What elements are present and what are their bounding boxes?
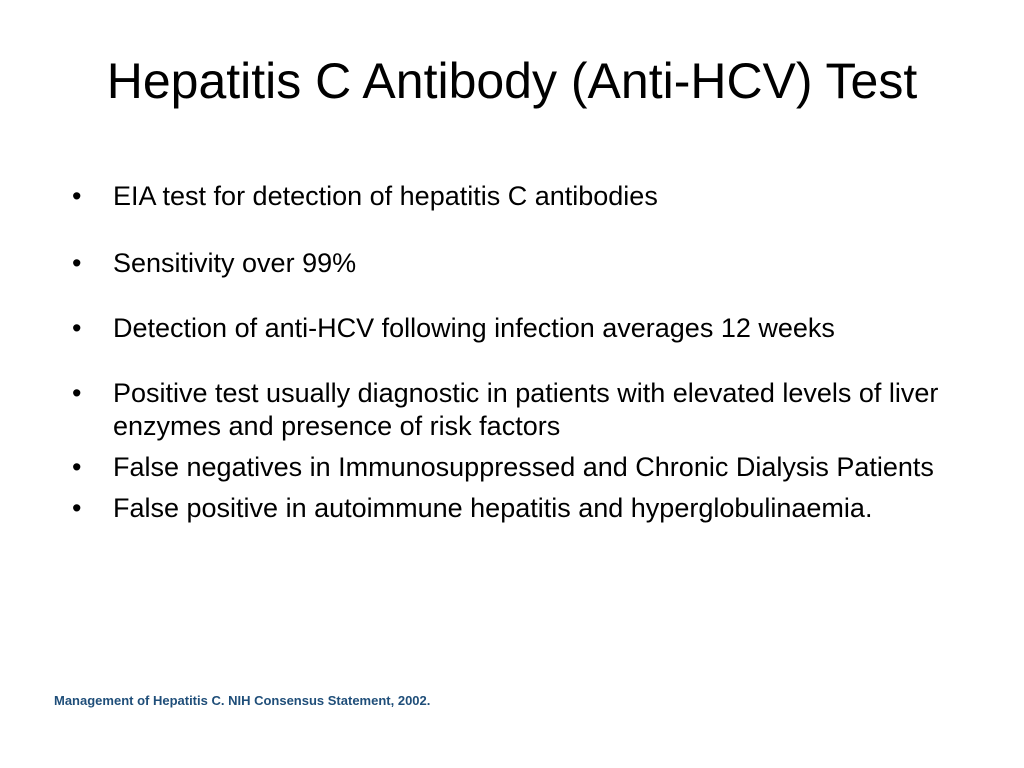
bullet-text: Sensitivity over 99% — [113, 248, 357, 278]
bullet-item — [72, 451, 952, 484]
slide-title: Hepatitis C Antibody (Anti-HCV) Test — [106, 53, 918, 109]
bullet-item — [72, 312, 952, 345]
bullet-icon — [72, 492, 92, 525]
bullet-icon — [72, 247, 92, 280]
bullet-text: False positive in autoimmune hepatitis and hyperglobulinaemia. — [113, 493, 873, 523]
bullet-item — [72, 247, 952, 280]
bullet-item — [72, 492, 952, 525]
footnote-citation: Management of Hepatitis C. NIH Consensus Statement, 2002. — [54, 693, 431, 708]
bullet-icon — [72, 377, 92, 410]
bullet-text: Detection of anti-HCV following infection averages 12 weeks — [113, 313, 835, 343]
bullet-text: False negatives in Immunosuppressed and Chronic Dialysis Patients — [113, 452, 934, 482]
bullet-icon — [72, 180, 92, 213]
bullet-text: Positive test usually diagnostic in patients with elevated levels of liver enzymes and presence of risk factors — [113, 378, 939, 441]
bullet-item — [72, 180, 952, 213]
bullet-icon — [72, 312, 92, 345]
bullet-item — [72, 377, 952, 443]
bullet-list — [72, 180, 952, 525]
bullet-text: EIA test for detection of hepatitis C antibodies — [113, 181, 658, 211]
bullet-icon — [72, 451, 92, 484]
